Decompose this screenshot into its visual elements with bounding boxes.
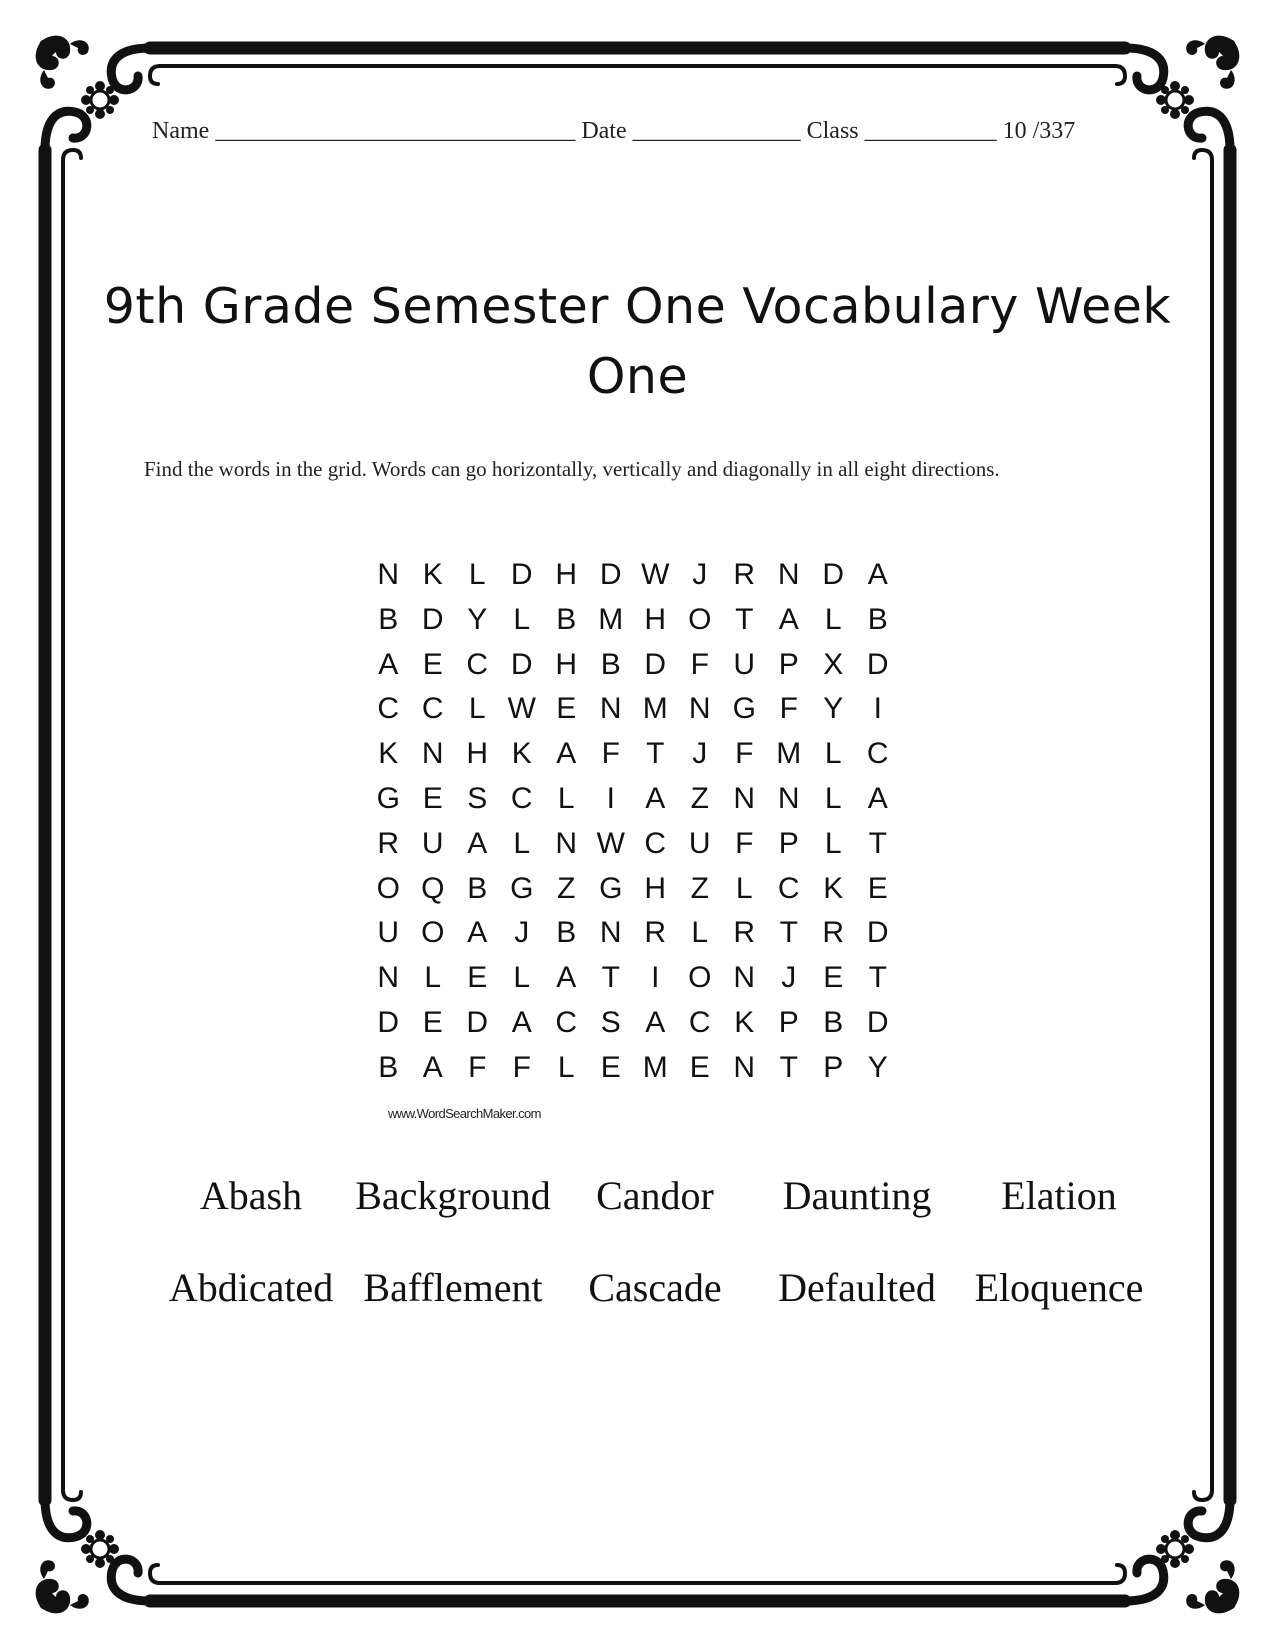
grid-cell[interactable]: T xyxy=(779,1050,798,1084)
word-list-item: Background xyxy=(355,1173,551,1218)
grid-cell[interactable]: J xyxy=(514,916,530,950)
grid-cell[interactable]: T xyxy=(735,602,754,636)
grid-cell[interactable]: M xyxy=(642,1050,668,1084)
grid-cell[interactable]: L xyxy=(824,602,842,636)
grid-cell[interactable]: Z xyxy=(557,871,576,905)
student-info-line xyxy=(152,118,1162,145)
grid-cell[interactable]: L xyxy=(513,826,531,860)
grid-cell[interactable]: F xyxy=(735,737,754,771)
grid-cell[interactable]: D xyxy=(466,1005,489,1039)
grid-cell[interactable]: L xyxy=(691,916,709,950)
grid-cell[interactable]: A xyxy=(645,781,666,815)
grid-cell[interactable]: D xyxy=(866,916,889,950)
grid-cell[interactable]: W xyxy=(596,826,625,860)
grid-cell[interactable]: X xyxy=(823,647,844,681)
grid-cell[interactable]: P xyxy=(778,826,799,860)
grid-cell[interactable]: R xyxy=(733,916,756,950)
grid-cell[interactable]: F xyxy=(512,1050,531,1084)
grid-cell[interactable]: O xyxy=(421,916,445,950)
grid-cell[interactable]: H xyxy=(555,558,578,591)
grid-cell[interactable]: F xyxy=(468,1050,487,1084)
grid-cell[interactable]: D xyxy=(644,647,667,681)
grid-cell[interactable]: B xyxy=(378,1050,399,1084)
word-list-item: Abash xyxy=(199,1173,303,1218)
grid-cell[interactable]: I xyxy=(873,692,882,726)
word-list-item: Eloquence xyxy=(974,1265,1144,1310)
grid-cell[interactable]: L xyxy=(824,781,842,815)
grid-cell[interactable]: T xyxy=(601,961,620,995)
grid-cell[interactable]: J xyxy=(692,558,708,591)
grid-cell[interactable]: B xyxy=(823,1005,844,1039)
grid-cell[interactable]: C xyxy=(688,1005,711,1039)
grid-cell[interactable]: N xyxy=(555,826,578,860)
grid-cell[interactable]: W xyxy=(641,558,670,591)
grid-cell[interactable]: M xyxy=(642,692,668,726)
grid-cell[interactable]: J xyxy=(692,737,708,771)
grid-cell[interactable]: A xyxy=(556,737,577,771)
grid-cell[interactable]: Z xyxy=(690,781,709,815)
grid-cell[interactable]: T xyxy=(779,916,798,950)
grid-cell[interactable]: F xyxy=(601,737,620,771)
grid-cell[interactable]: C xyxy=(866,737,889,771)
grid-cell[interactable]: G xyxy=(732,692,756,726)
grid-cell[interactable]: N xyxy=(421,737,444,771)
grid-cell[interactable]: K xyxy=(734,1005,755,1039)
grid-cell[interactable]: R xyxy=(377,826,400,860)
grid-cell[interactable]: L xyxy=(513,602,531,636)
word-list-item: Cascade xyxy=(588,1265,722,1310)
name-label: Name xyxy=(152,118,210,144)
grid-cell[interactable]: D xyxy=(599,558,622,591)
grid-cell[interactable]: G xyxy=(376,781,400,815)
grid-cell[interactable]: N xyxy=(733,1050,756,1084)
grid-cell[interactable]: A xyxy=(645,1005,666,1039)
grid-cell[interactable]: L xyxy=(824,826,842,860)
grid-cell[interactable]: L xyxy=(468,692,486,726)
grid-cell[interactable]: A xyxy=(556,961,577,995)
grid-cell[interactable]: P xyxy=(823,1050,844,1084)
grid-cell[interactable]: Y xyxy=(467,602,488,636)
grid-cell[interactable]: D xyxy=(866,1005,889,1039)
grid-cell[interactable]: N xyxy=(599,916,622,950)
grid-cell[interactable]: G xyxy=(510,871,534,905)
credit-text: www.WordSearchMaker.com xyxy=(388,1106,541,1121)
grid-cell[interactable]: N xyxy=(599,692,622,726)
grid-cell[interactable]: E xyxy=(556,692,577,726)
grid-cell[interactable]: A xyxy=(867,781,888,815)
grid-cell[interactable]: O xyxy=(688,602,712,636)
grid-cell[interactable]: U xyxy=(377,916,400,950)
grid-cell[interactable]: F xyxy=(735,826,754,860)
grid-cell[interactable]: R xyxy=(644,916,667,950)
grid-cell[interactable]: S xyxy=(600,1005,621,1039)
grid-cell[interactable]: H xyxy=(466,737,489,771)
grid-cell[interactable]: L xyxy=(424,961,442,995)
grid-cell[interactable]: K xyxy=(511,737,532,771)
grid-cell[interactable]: E xyxy=(867,871,888,905)
grid-cell[interactable]: D xyxy=(377,1005,400,1039)
grid-cell[interactable]: F xyxy=(779,692,798,726)
grid-cell[interactable]: E xyxy=(823,961,844,995)
grid-cell[interactable]: D xyxy=(510,647,533,681)
grid-cell[interactable]: G xyxy=(599,871,623,905)
grid-cell[interactable]: L xyxy=(513,961,531,995)
grid-cell[interactable]: B xyxy=(556,916,577,950)
grid-cell[interactable]: L xyxy=(824,737,842,771)
grid-cell[interactable]: N xyxy=(377,558,400,591)
grid-cell[interactable]: T xyxy=(868,961,887,995)
grid-cell[interactable]: H xyxy=(555,647,578,681)
grid-cell[interactable]: E xyxy=(600,1050,621,1084)
grid-cell[interactable]: A xyxy=(378,647,399,681)
word-list-item: Abdicated xyxy=(168,1265,334,1310)
grid-cell[interactable]: O xyxy=(376,871,400,905)
grid-cell[interactable]: L xyxy=(557,1050,575,1084)
grid-cell[interactable]: T xyxy=(868,826,887,860)
grid-cell[interactable]: E xyxy=(422,781,443,815)
grid-cell[interactable]: C xyxy=(644,826,667,860)
grid-cell[interactable]: N xyxy=(777,558,800,591)
grid-cell[interactable]: N xyxy=(733,961,756,995)
word-list-item: Defaulted xyxy=(778,1265,936,1310)
grid-cell[interactable]: U xyxy=(688,826,711,860)
page-total: /337 xyxy=(1032,118,1076,144)
grid-cell[interactable]: P xyxy=(778,647,799,681)
page-title: 9th Grade Semester One Vocabulary Week One xyxy=(103,278,1172,405)
grid-cell[interactable]: L xyxy=(557,781,575,815)
class-label: Class xyxy=(806,118,859,144)
grid-cell[interactable]: E xyxy=(689,1050,710,1084)
grid-cell[interactable]: E xyxy=(467,961,488,995)
word-search-grid xyxy=(366,553,900,1091)
word-list-item: Daunting xyxy=(782,1173,932,1218)
grid-cell[interactable]: N xyxy=(377,961,400,995)
date-label: Date xyxy=(581,118,627,144)
grid-cell[interactable]: R xyxy=(822,916,845,950)
grid-cell[interactable]: N xyxy=(688,692,711,726)
grid-cell[interactable]: N xyxy=(733,781,756,815)
grid-cell[interactable]: K xyxy=(422,558,443,591)
grid-cell[interactable]: D xyxy=(822,558,845,591)
grid-cell[interactable]: A xyxy=(511,1005,532,1039)
grid-cell[interactable]: R xyxy=(733,558,756,591)
name-field[interactable]: ______________________________ xyxy=(215,118,576,144)
grid-cell[interactable]: H xyxy=(644,871,667,905)
page-number: 10 xyxy=(1002,118,1027,144)
grid-cell[interactable]: E xyxy=(422,647,443,681)
grid-cell[interactable]: N xyxy=(777,781,800,815)
grid-cell[interactable]: A xyxy=(867,558,888,591)
grid-cell[interactable]: P xyxy=(778,1005,799,1039)
grid-cell[interactable]: M xyxy=(776,737,802,771)
grid-cell[interactable]: A xyxy=(467,916,488,950)
class-field[interactable]: ___________ xyxy=(864,118,997,144)
corner-ornament-icon xyxy=(36,36,150,150)
grid-cell[interactable]: A xyxy=(422,1050,443,1084)
grid-cell[interactable]: C xyxy=(466,647,489,681)
grid-cell[interactable]: H xyxy=(644,602,667,636)
word-list xyxy=(150,1168,1160,1316)
grid-cell[interactable]: U xyxy=(421,826,444,860)
grid-cell[interactable]: W xyxy=(507,692,536,726)
date-field[interactable]: ______________ xyxy=(632,118,801,144)
grid-cell[interactable]: C xyxy=(510,781,533,815)
grid-cell[interactable]: A xyxy=(778,602,799,636)
grid-cell[interactable]: B xyxy=(467,871,488,905)
grid-cell[interactable]: U xyxy=(733,647,756,681)
grid-cell[interactable]: B xyxy=(600,647,621,681)
grid-cell[interactable]: D xyxy=(866,647,889,681)
grid-cell[interactable]: L xyxy=(735,871,753,905)
grid-cell[interactable]: I xyxy=(606,781,615,815)
grid-cell[interactable]: D xyxy=(510,558,533,591)
grid-cell[interactable]: B xyxy=(867,602,888,636)
grid-cell[interactable]: C xyxy=(377,692,400,726)
grid-cell[interactable]: J xyxy=(781,961,797,995)
grid-cell[interactable]: T xyxy=(646,737,665,771)
word-list-item: Elation xyxy=(1001,1173,1117,1218)
grid-cell[interactable]: C xyxy=(421,692,444,726)
grid-cell[interactable]: Z xyxy=(690,871,709,905)
grid-cell[interactable]: B xyxy=(378,602,399,636)
grid-cell[interactable]: K xyxy=(378,737,399,771)
grid-cell[interactable]: B xyxy=(556,602,577,636)
grid-cell[interactable]: C xyxy=(555,1005,578,1039)
word-list-item: Candor xyxy=(596,1173,714,1218)
grid-cell[interactable]: E xyxy=(422,1005,443,1039)
grid-cell[interactable]: Q xyxy=(421,871,445,905)
grid-cell[interactable]: Y xyxy=(823,692,844,726)
word-list-item: Bafflement xyxy=(363,1265,543,1310)
grid-cell[interactable]: A xyxy=(467,826,488,860)
grid-cell[interactable]: O xyxy=(688,961,712,995)
grid-cell[interactable]: S xyxy=(467,781,488,815)
grid-cell[interactable]: M xyxy=(598,602,624,636)
grid-cell[interactable]: D xyxy=(421,602,444,636)
grid-cell[interactable]: C xyxy=(777,871,800,905)
grid-cell[interactable]: F xyxy=(690,647,709,681)
grid-cell[interactable]: L xyxy=(468,558,486,591)
grid-cell[interactable]: I xyxy=(651,961,660,995)
instructions: Find the words in the grid. Words can go horizontally, vertically and diagonally in all eight directions. xyxy=(144,457,1000,481)
grid-cell[interactable]: Y xyxy=(867,1050,888,1084)
grid-cell[interactable]: K xyxy=(823,871,844,905)
